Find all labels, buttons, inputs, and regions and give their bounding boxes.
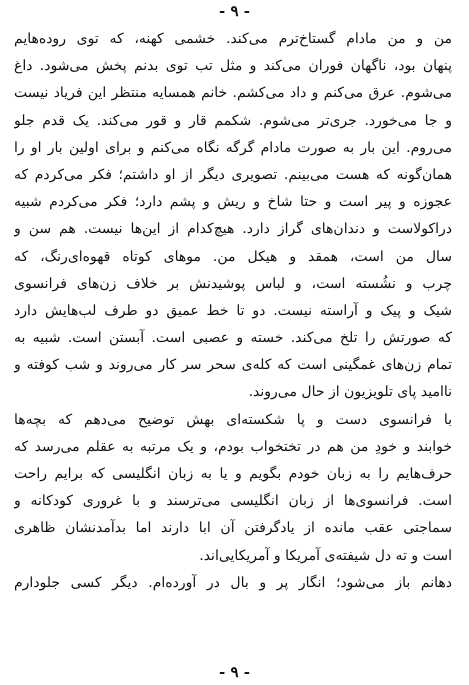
text-line: من و من مادام گستاخ‌ترم می‌کند. خشمی کهنه، که توی روده‌هایم <box>14 31 452 47</box>
text-line: با فرانسوی دست و پا شکسته‌ای بهش توضیح می‌دهم که بچه‌ها <box>14 411 452 428</box>
text-line: دراکولاست و دندان‌های گراز دارد. هیچ‌کدام از این‌ها نیست. هم سن و <box>14 221 452 238</box>
text-line: تمام زن‌های غمگینی است که کله‌ی سحر سر کار می‌روند و شب کوفته و <box>14 357 452 374</box>
page-number-top: - ۹ - <box>219 2 250 20</box>
text-line: سماجتی عقب مانده از یادگرفتن آن ابا دارند اما بدآمدنشان ظاهری <box>14 520 452 537</box>
text-line: دهانم باز می‌شود؛ انگار پر و بال در آورده‌ام. دیگر کسی جلودارم <box>14 574 452 591</box>
text-line-paragraph-end: است و ته دل شیفته‌ی آمریکا و آمریکایی‌اند. <box>199 547 452 564</box>
text-line-paragraph-end: ناامید پای تلویزیون از حال می‌روند. <box>248 384 452 401</box>
text-line: می‌روم. این بار به صورت مادام گرگه نگاه می‌کنم و برای اولین بار او را <box>14 139 452 156</box>
text-line: که صورتش را تلخ می‌کند. خسته و عصبی است. آبستن است. شبیه به <box>14 330 452 347</box>
text-line: می‌شوم. عرق می‌کنم و داد می‌کشم. خانم همسایه منتظر این فریاد نیست <box>14 85 452 102</box>
text-line: همان‌گونه که هست می‌بینم. تصویری دیگر از او داشتم؛ فکر می‌کردم که <box>14 166 452 183</box>
text-line: حرف‌هایم را به زبان خودم بگویم و یا به زبان انگلیسی که برایم راحت <box>14 466 452 482</box>
text-line: خوابند و خودِ من هم در تختخواب بودم، و یک مرتبه به عقلم می‌رسد که <box>14 438 452 455</box>
page-number-bottom: - ۹ - <box>219 663 250 681</box>
text-line: است. فرانسوی‌ها از زبان انگلیسی می‌ترسند و با غروری کودکانه و <box>14 493 452 510</box>
text-line: سال من است، همقد و هیکل من. موهای کوتاه قهوه‌ای‌رنگ، که <box>14 248 452 265</box>
text-line: شیک و پیک و آراسته نیست. دو تا خط عمیق دو طرف لب‌هایش دارد <box>14 302 452 319</box>
body-text <box>14 26 452 597</box>
text-line: عجوزه و پیر است و حتا شاخ و ریش و پشم دارد؛ فکر می‌کردم شبیه <box>14 194 452 211</box>
text-line: چرب و نشُسته است، و لباس پوشیدنش بر خلاف زن‌های فرانسوی <box>14 275 452 292</box>
text-line: و جا می‌خورد. جری‌تر می‌شوم. شکمم قار و قور می‌کند. یک قدم جلو <box>14 112 452 129</box>
text-line: پنهان بود، ناگهان فوران می‌کند و مثل تب توی بدنم پخش می‌شود. داغ <box>14 58 452 75</box>
